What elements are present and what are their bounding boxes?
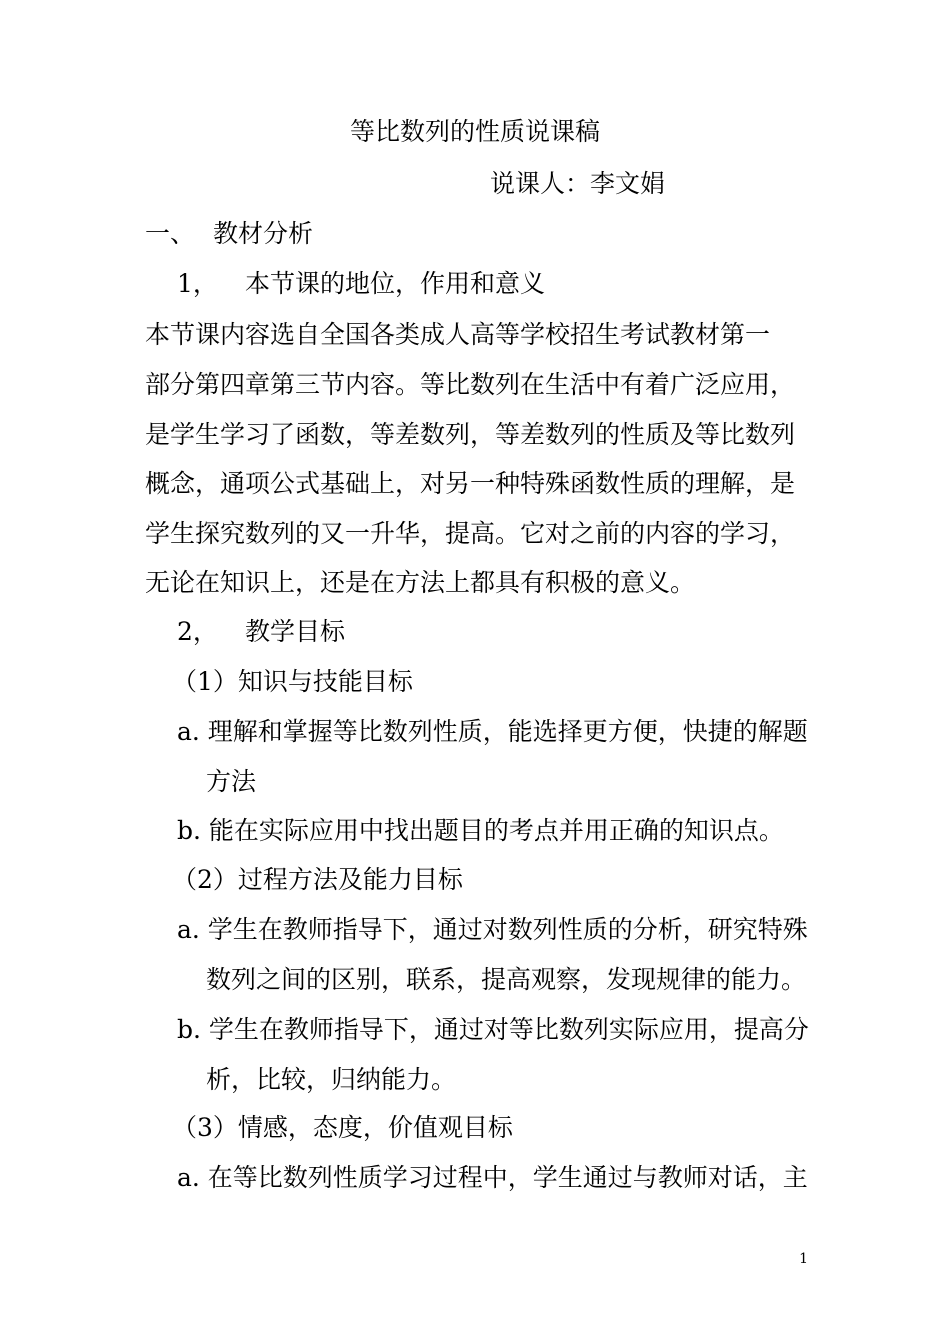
goal-heading: （2）过程方法及能力目标 — [172, 865, 463, 894]
document-title: 等比数列的性质说课稿 — [349, 117, 600, 146]
subsection-heading — [177, 615, 842, 649]
paragraph-line: 本节课内容选自全国各类成人高等学校招生考试教材第一 — [145, 320, 771, 349]
goal-heading: （3）情感，态度，价值观目标 — [172, 1113, 513, 1142]
subsection-number: 1， — [177, 269, 218, 298]
list-item-continuation: 析，比较，归纳能力。 — [206, 1065, 457, 1094]
paragraph-line: 学生探究数列的又一升华，提高。它对之前的内容的学习， — [145, 519, 796, 548]
list-item: b. 能在实际应用中找出题目的考点并用正确的知识点。 — [177, 816, 784, 845]
subsection-heading — [177, 267, 842, 301]
paragraph-line: 部分第四章第三节内容。等比数列在生活中有着广泛应用， — [145, 370, 796, 399]
list-item: b. 学生在教师指导下，通过对等比数列实际应用，提高分 — [177, 1015, 809, 1044]
goal-heading: （1）知识与技能目标 — [172, 667, 413, 696]
list-item-continuation: 数列之间的区别，联系，提高观察，发现规律的能力。 — [206, 965, 807, 994]
section-heading — [145, 217, 810, 251]
paragraph-line: 无论在知识上，还是在方法上都具有积极的意义。 — [145, 568, 696, 597]
subsection-title: 教学目标 — [245, 617, 346, 646]
page-number: 1 — [799, 1251, 808, 1267]
list-item: a. 理解和掌握等比数列性质，能选择更方便，快捷的解题 — [177, 717, 808, 746]
section-number: 一、 — [145, 219, 196, 248]
list-item: a. 在等比数列性质学习过程中，学生通过与教师对话，主 — [177, 1163, 808, 1192]
list-item: a. 学生在教师指导下，通过对数列性质的分析，研究特殊 — [177, 915, 808, 944]
subsection-number: 2， — [177, 617, 218, 646]
section-title: 教材分析 — [213, 219, 314, 248]
list-item-continuation: 方法 — [206, 767, 257, 796]
subsection-title: 本节课的地位，作用和意义 — [245, 269, 546, 298]
author-line: 说课人：李文娟 — [490, 169, 666, 198]
paragraph-line: 是学生学习了函数，等差数列，等差数列的性质及等比数列 — [145, 420, 796, 449]
paragraph-line: 概念，通项公式基础上，对另一种特殊函数性质的理解，是 — [145, 469, 796, 498]
